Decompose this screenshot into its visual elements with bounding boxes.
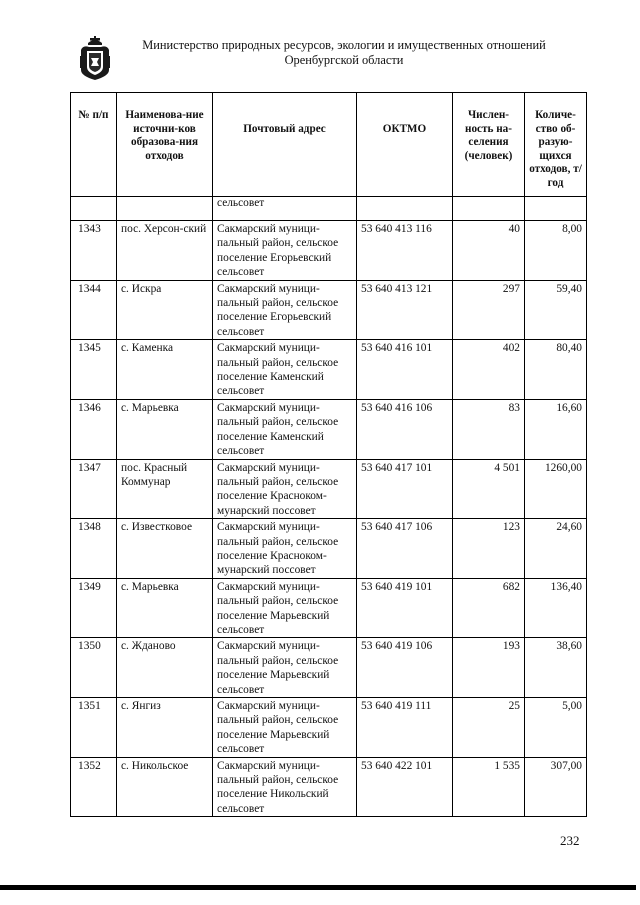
oktmo-code: 53 640 413 116 (357, 221, 453, 281)
waste-amount: 307,00 (525, 757, 587, 817)
oktmo-code: 53 640 416 101 (357, 340, 453, 400)
oktmo-code: 53 640 416 106 (357, 399, 453, 459)
table-row (71, 459, 587, 519)
table-cell (453, 197, 525, 221)
continuation-row (71, 197, 587, 221)
table-row (71, 698, 587, 758)
population: 25 (453, 698, 525, 758)
postal-address: Сакмарский муници-пальный район, сельское поселение Марьевский сельсовет (213, 638, 357, 698)
table-header-row (71, 93, 587, 197)
postal-address: Сакмарский муници-пальный район, сельское поселение Красноком-мунарский поссовет (213, 519, 357, 579)
table-row (71, 221, 587, 281)
source-name: с. Янгиз (117, 698, 213, 758)
source-name: пос. Красный Коммунар (117, 459, 213, 519)
row-number: 1346 (71, 399, 117, 459)
source-name: с. Марьевка (117, 399, 213, 459)
column-header-population: Числен-ность на-селения (человек) (453, 93, 525, 197)
row-number: 1343 (71, 221, 117, 281)
row-number: 1348 (71, 519, 117, 579)
waste-amount: 5,00 (525, 698, 587, 758)
waste-amount: 136,40 (525, 578, 587, 638)
population: 4 501 (453, 459, 525, 519)
row-number: 1352 (71, 757, 117, 817)
row-number: 1347 (71, 459, 117, 519)
waste-amount: 16,60 (525, 399, 587, 459)
oktmo-code: 53 640 419 101 (357, 578, 453, 638)
waste-sources-table (70, 92, 587, 817)
population: 83 (453, 399, 525, 459)
source-name: с. Марьевка (117, 578, 213, 638)
waste-amount: 1260,00 (525, 459, 587, 519)
waste-amount: 24,60 (525, 519, 587, 579)
row-number: 1345 (71, 340, 117, 400)
oktmo-code: 53 640 419 111 (357, 698, 453, 758)
population: 402 (453, 340, 525, 400)
postal-address: Сакмарский муници-пальный район, сельское поселение Егорьевский сельсовет (213, 280, 357, 340)
ministry-name: Министерство природных ресурсов, экологии и имущественных отношений (142, 38, 546, 52)
table-row (71, 280, 587, 340)
oktmo-code: 53 640 417 106 (357, 519, 453, 579)
table-cell (117, 197, 213, 221)
oktmo-code: 53 640 413 121 (357, 280, 453, 340)
table-cell (71, 197, 117, 221)
source-name: с. Никольское (117, 757, 213, 817)
row-number: 1351 (71, 698, 117, 758)
column-header-waste-amount: Количе-ство об-разую-щихся отходов, т/год (525, 93, 587, 197)
source-name: с. Жданово (117, 638, 213, 698)
continuation-address: сельсовет (213, 197, 357, 221)
postal-address: Сакмарский муници-пальный район, сельское поселение Каменский сельсовет (213, 399, 357, 459)
population: 40 (453, 221, 525, 281)
postal-address: Сакмарский муници-пальный район, сельское поселение Красноком-мунарский поссовет (213, 459, 357, 519)
row-number: 1350 (71, 638, 117, 698)
waste-amount: 8,00 (525, 221, 587, 281)
population: 123 (453, 519, 525, 579)
bottom-rule (0, 885, 636, 890)
postal-address: Сакмарский муници-пальный район, сельское поселение Никольский сельсовет (213, 757, 357, 817)
oktmo-code: 53 640 417 101 (357, 459, 453, 519)
table-row (71, 638, 587, 698)
coat-of-arms-icon (78, 36, 112, 80)
table-row (71, 578, 587, 638)
column-header-postal-address: Почтовый адрес (213, 93, 357, 197)
table-row (71, 399, 587, 459)
column-header-source-name: Наименова-ние источни-ков образова-ния отходов (117, 93, 213, 197)
document-header (120, 38, 568, 68)
page-number: 232 (560, 833, 580, 848)
postal-address: Сакмарский муници-пальный район, сельское поселение Марьевский сельсовет (213, 578, 357, 638)
waste-amount: 80,40 (525, 340, 587, 400)
table-cell (357, 197, 453, 221)
postal-address: Сакмарский муници-пальный район, сельское поселение Егорьевский сельсовет (213, 221, 357, 281)
row-number: 1344 (71, 280, 117, 340)
region-name: Оренбургской области (284, 53, 404, 67)
source-name: с. Известковое (117, 519, 213, 579)
source-name: с. Искра (117, 280, 213, 340)
table-row (71, 519, 587, 579)
oktmo-code: 53 640 419 106 (357, 638, 453, 698)
table-row (71, 340, 587, 400)
oktmo-code: 53 640 422 101 (357, 757, 453, 817)
population: 297 (453, 280, 525, 340)
postal-address: Сакмарский муници-пальный район, сельское поселение Каменский сельсовет (213, 340, 357, 400)
postal-address: Сакмарский муници-пальный район, сельское поселение Марьевский сельсовет (213, 698, 357, 758)
waste-amount: 59,40 (525, 280, 587, 340)
population: 682 (453, 578, 525, 638)
population: 193 (453, 638, 525, 698)
table-row (71, 757, 587, 817)
column-header-number: № п/п (71, 93, 117, 197)
row-number: 1349 (71, 578, 117, 638)
waste-amount: 38,60 (525, 638, 587, 698)
population: 1 535 (453, 757, 525, 817)
source-name: с. Каменка (117, 340, 213, 400)
table-cell (525, 197, 587, 221)
column-header-oktmo: ОКТМО (357, 93, 453, 197)
source-name: пос. Херсон-ский (117, 221, 213, 281)
